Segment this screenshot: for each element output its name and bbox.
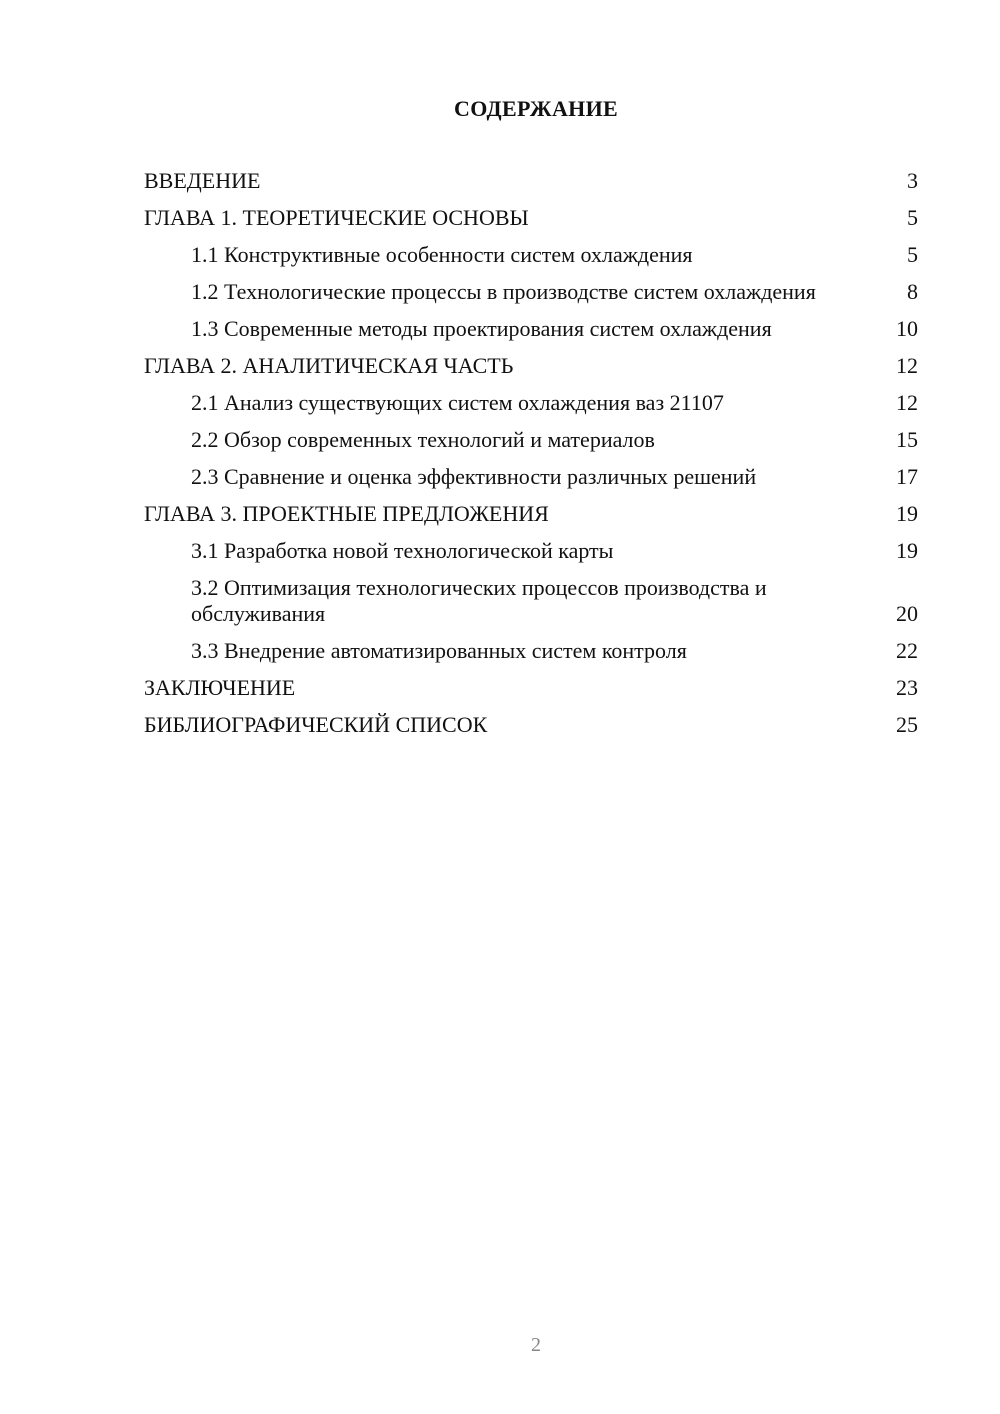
toc-entry-page: 3 — [907, 168, 918, 193]
toc-entry-page: 5 — [907, 205, 918, 230]
toc-entry-page: 23 — [896, 675, 918, 700]
toc-entry-section-3-3[interactable] — [144, 638, 918, 664]
toc-entry-conclusion[interactable] — [144, 675, 918, 701]
toc-entry-section-2-1[interactable] — [144, 390, 918, 416]
toc-entry-section-1-3[interactable] — [144, 316, 918, 342]
table-of-contents — [144, 168, 918, 749]
toc-entry-page: 5 — [907, 242, 918, 267]
toc-entry-chapter-1[interactable] — [144, 205, 918, 231]
toc-entry-section-1-2[interactable] — [144, 279, 918, 305]
toc-entry-page: 10 — [896, 316, 918, 341]
toc-entry-title: 2.2 Обзор современных технологий и материалов — [191, 427, 655, 452]
toc-entry-page: 22 — [896, 638, 918, 663]
toc-entry-title: ВВЕДЕНИЕ — [144, 168, 261, 193]
toc-entry-section-1-1[interactable] — [144, 242, 918, 268]
toc-entry-section-3-1[interactable] — [144, 538, 918, 564]
toc-entry-title: 3.1 Разработка новой технологической карты — [191, 538, 614, 563]
toc-entry-title: ГЛАВА 3. ПРОЕКТНЫЕ ПРЕДЛОЖЕНИЯ — [144, 501, 549, 526]
toc-entry-page: 12 — [896, 390, 918, 415]
toc-entry-page: 15 — [896, 427, 918, 452]
toc-entry-section-3-2[interactable] — [144, 575, 918, 627]
toc-entry-page: 25 — [896, 712, 918, 737]
toc-entry-page: 20 — [896, 601, 918, 626]
toc-entry-section-2-3[interactable] — [144, 464, 918, 490]
toc-entry-introduction[interactable] — [144, 168, 918, 194]
toc-entry-title: БИБЛИОГРАФИЧЕСКИЙ СПИСОК — [144, 712, 488, 737]
toc-entry-title: ЗАКЛЮЧЕНИЕ — [144, 675, 296, 700]
toc-entry-title: 2.1 Анализ существующих систем охлаждения ваз 21107 — [191, 390, 724, 415]
toc-entry-page: 19 — [896, 501, 918, 526]
toc-entry-page: 8 — [907, 279, 918, 304]
toc-entry-section-2-2[interactable] — [144, 427, 918, 453]
toc-entry-title: 2.3 Сравнение и оценка эффективности различных решений — [191, 464, 757, 489]
toc-entry-title: 1.2 Технологические процессы в производстве систем охлаждения — [191, 279, 816, 304]
toc-entry-page: 19 — [896, 538, 918, 563]
toc-entry-title: ГЛАВА 1. ТЕОРЕТИЧЕСКИЕ ОСНОВЫ — [144, 205, 529, 230]
toc-entry-title: 1.3 Современные методы проектирования систем охлаждения — [191, 316, 772, 341]
toc-entry-chapter-3[interactable] — [144, 501, 918, 527]
page-number: 2 — [531, 1334, 541, 1356]
page-title: СОДЕРЖАНИЕ — [454, 96, 618, 121]
toc-entry-page: 12 — [896, 353, 918, 378]
toc-entry-title: 3.3 Внедрение автоматизированных систем контроля — [191, 638, 687, 663]
toc-entry-title: 3.2 Оптимизация технологических процессов производства и обслуживания — [191, 575, 767, 626]
toc-entry-chapter-2[interactable] — [144, 353, 918, 379]
toc-entry-page: 17 — [896, 464, 918, 489]
toc-entry-bibliography[interactable] — [144, 712, 918, 738]
toc-entry-title: ГЛАВА 2. АНАЛИТИЧЕСКАЯ ЧАСТЬ — [144, 353, 514, 378]
toc-entry-title: 1.1 Конструктивные особенности систем охлаждения — [191, 242, 693, 267]
